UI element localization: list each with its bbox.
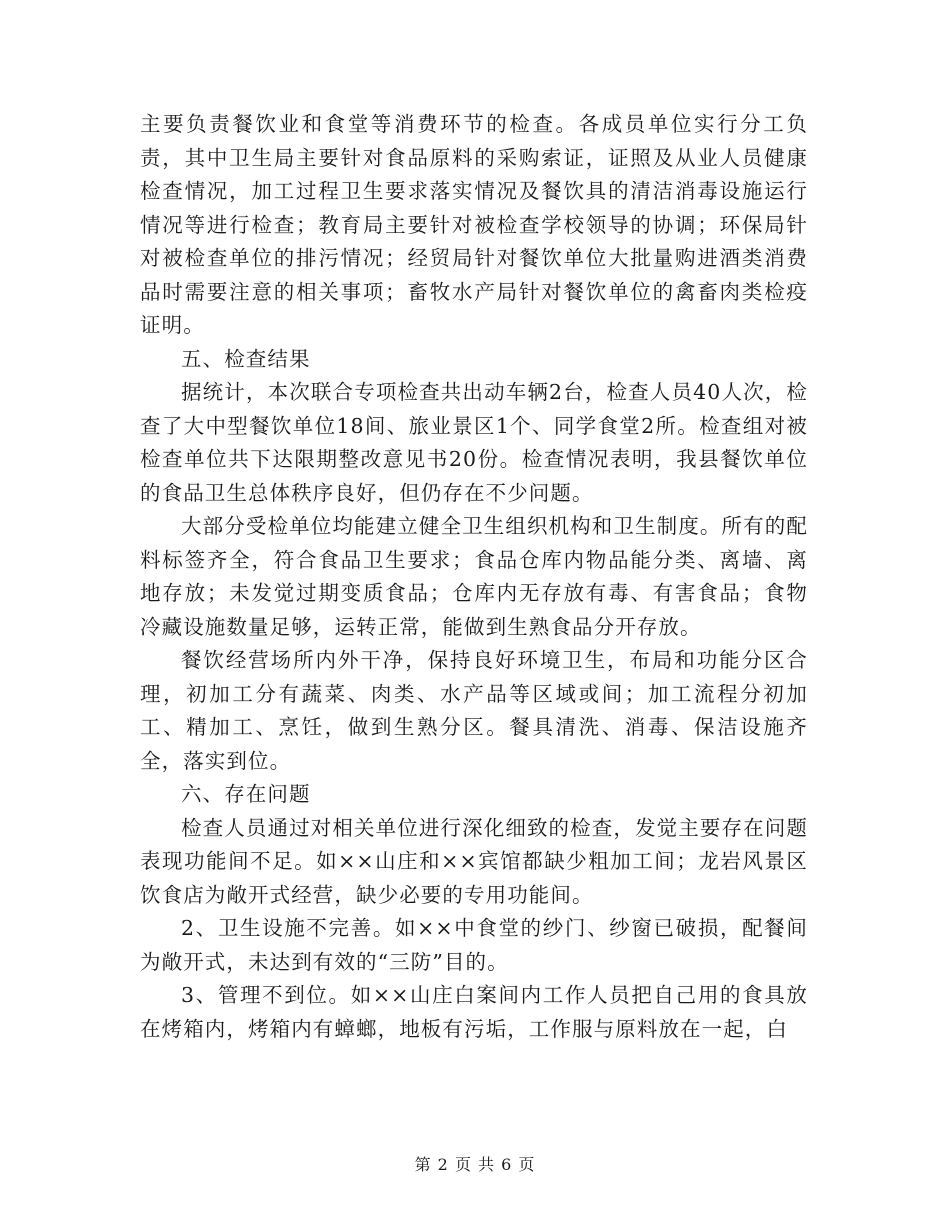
- paragraph: 据统计，本次联合专项检查共出动车辆2台，检查人员40人次，检查了大中型餐饮单位18间、旅业景区1个、同学食堂2所。检查组对被检查单位共下达限期整改意见书20份。检查情况表明，我县餐饮单位的食品卫生总体秩序良好，但仍存在不少问题。: [140, 380, 808, 505]
- paragraph: 检查人员通过对相关单位进行深化细致的检查，发觉主要存在问题表现功能间不足。如××山庄和××宾馆都缺少粗加工间；龙岩风景区饮食店为敞开式经营，缺少必要的专用功能间。: [140, 815, 808, 907]
- paragraph: 3、管理不到位。如××山庄白案间内工作人员把自己用的食具放在烤箱内，烤箱内有蟑螂，地板有污垢，工作服与原料放在一起，白: [140, 983, 808, 1041]
- paragraph: 六、存在问题: [181, 782, 311, 806]
- paragraph: 餐饮经营场所内外干净，保持良好环境卫生，布局和功能分区合理，初加工分有蔬菜、肉类、水产品等区域或间；加工流程分初加工、精加工、烹饪，做到生熟分区。餐具清洗、消毒、保洁设施齐全，落实到位。: [140, 648, 808, 773]
- paragraph: 五、检查结果: [181, 346, 311, 371]
- paragraph: 大部分受检单位均能建立健全卫生组织机构和卫生制度。所有的配料标签齐全，符合食品卫生要求；食品仓库内物品能分类、离墙、离地存放；未发觉过期变质食品；仓库内无存放有毒、有害食品；食物冷藏设施数量足够，运转正常，能做到生熟食品分开存放。: [140, 514, 808, 639]
- page-footer: 第 2 页 共 6 页: [414, 1155, 536, 1174]
- document-body: [140, 108, 808, 1046]
- paragraph: 2、卫生设施不完善。如××中食堂的纱门、纱窗已破损，配餐间为敞开式，未达到有效的“三防”目的。: [140, 916, 808, 974]
- paragraph: 主要负责餐饮业和食堂等消费环节的检查。各成员单位实行分工负责，其中卫生局主要针对食品原料的采购索证，证照及从业人员健康检查情况，加工过程卫生要求落实情况及餐饮具的清洁消毒设施运行情况等进行检查；教育局主要针对被检查学校领导的协调；环保局针对被检查单位的排污情况；经贸局针对餐饮单位大批量购进酒类消费品时需要注意的相关事项；畜牧水产局针对餐饮单位的禽畜肉类检疫证明。: [140, 112, 808, 337]
